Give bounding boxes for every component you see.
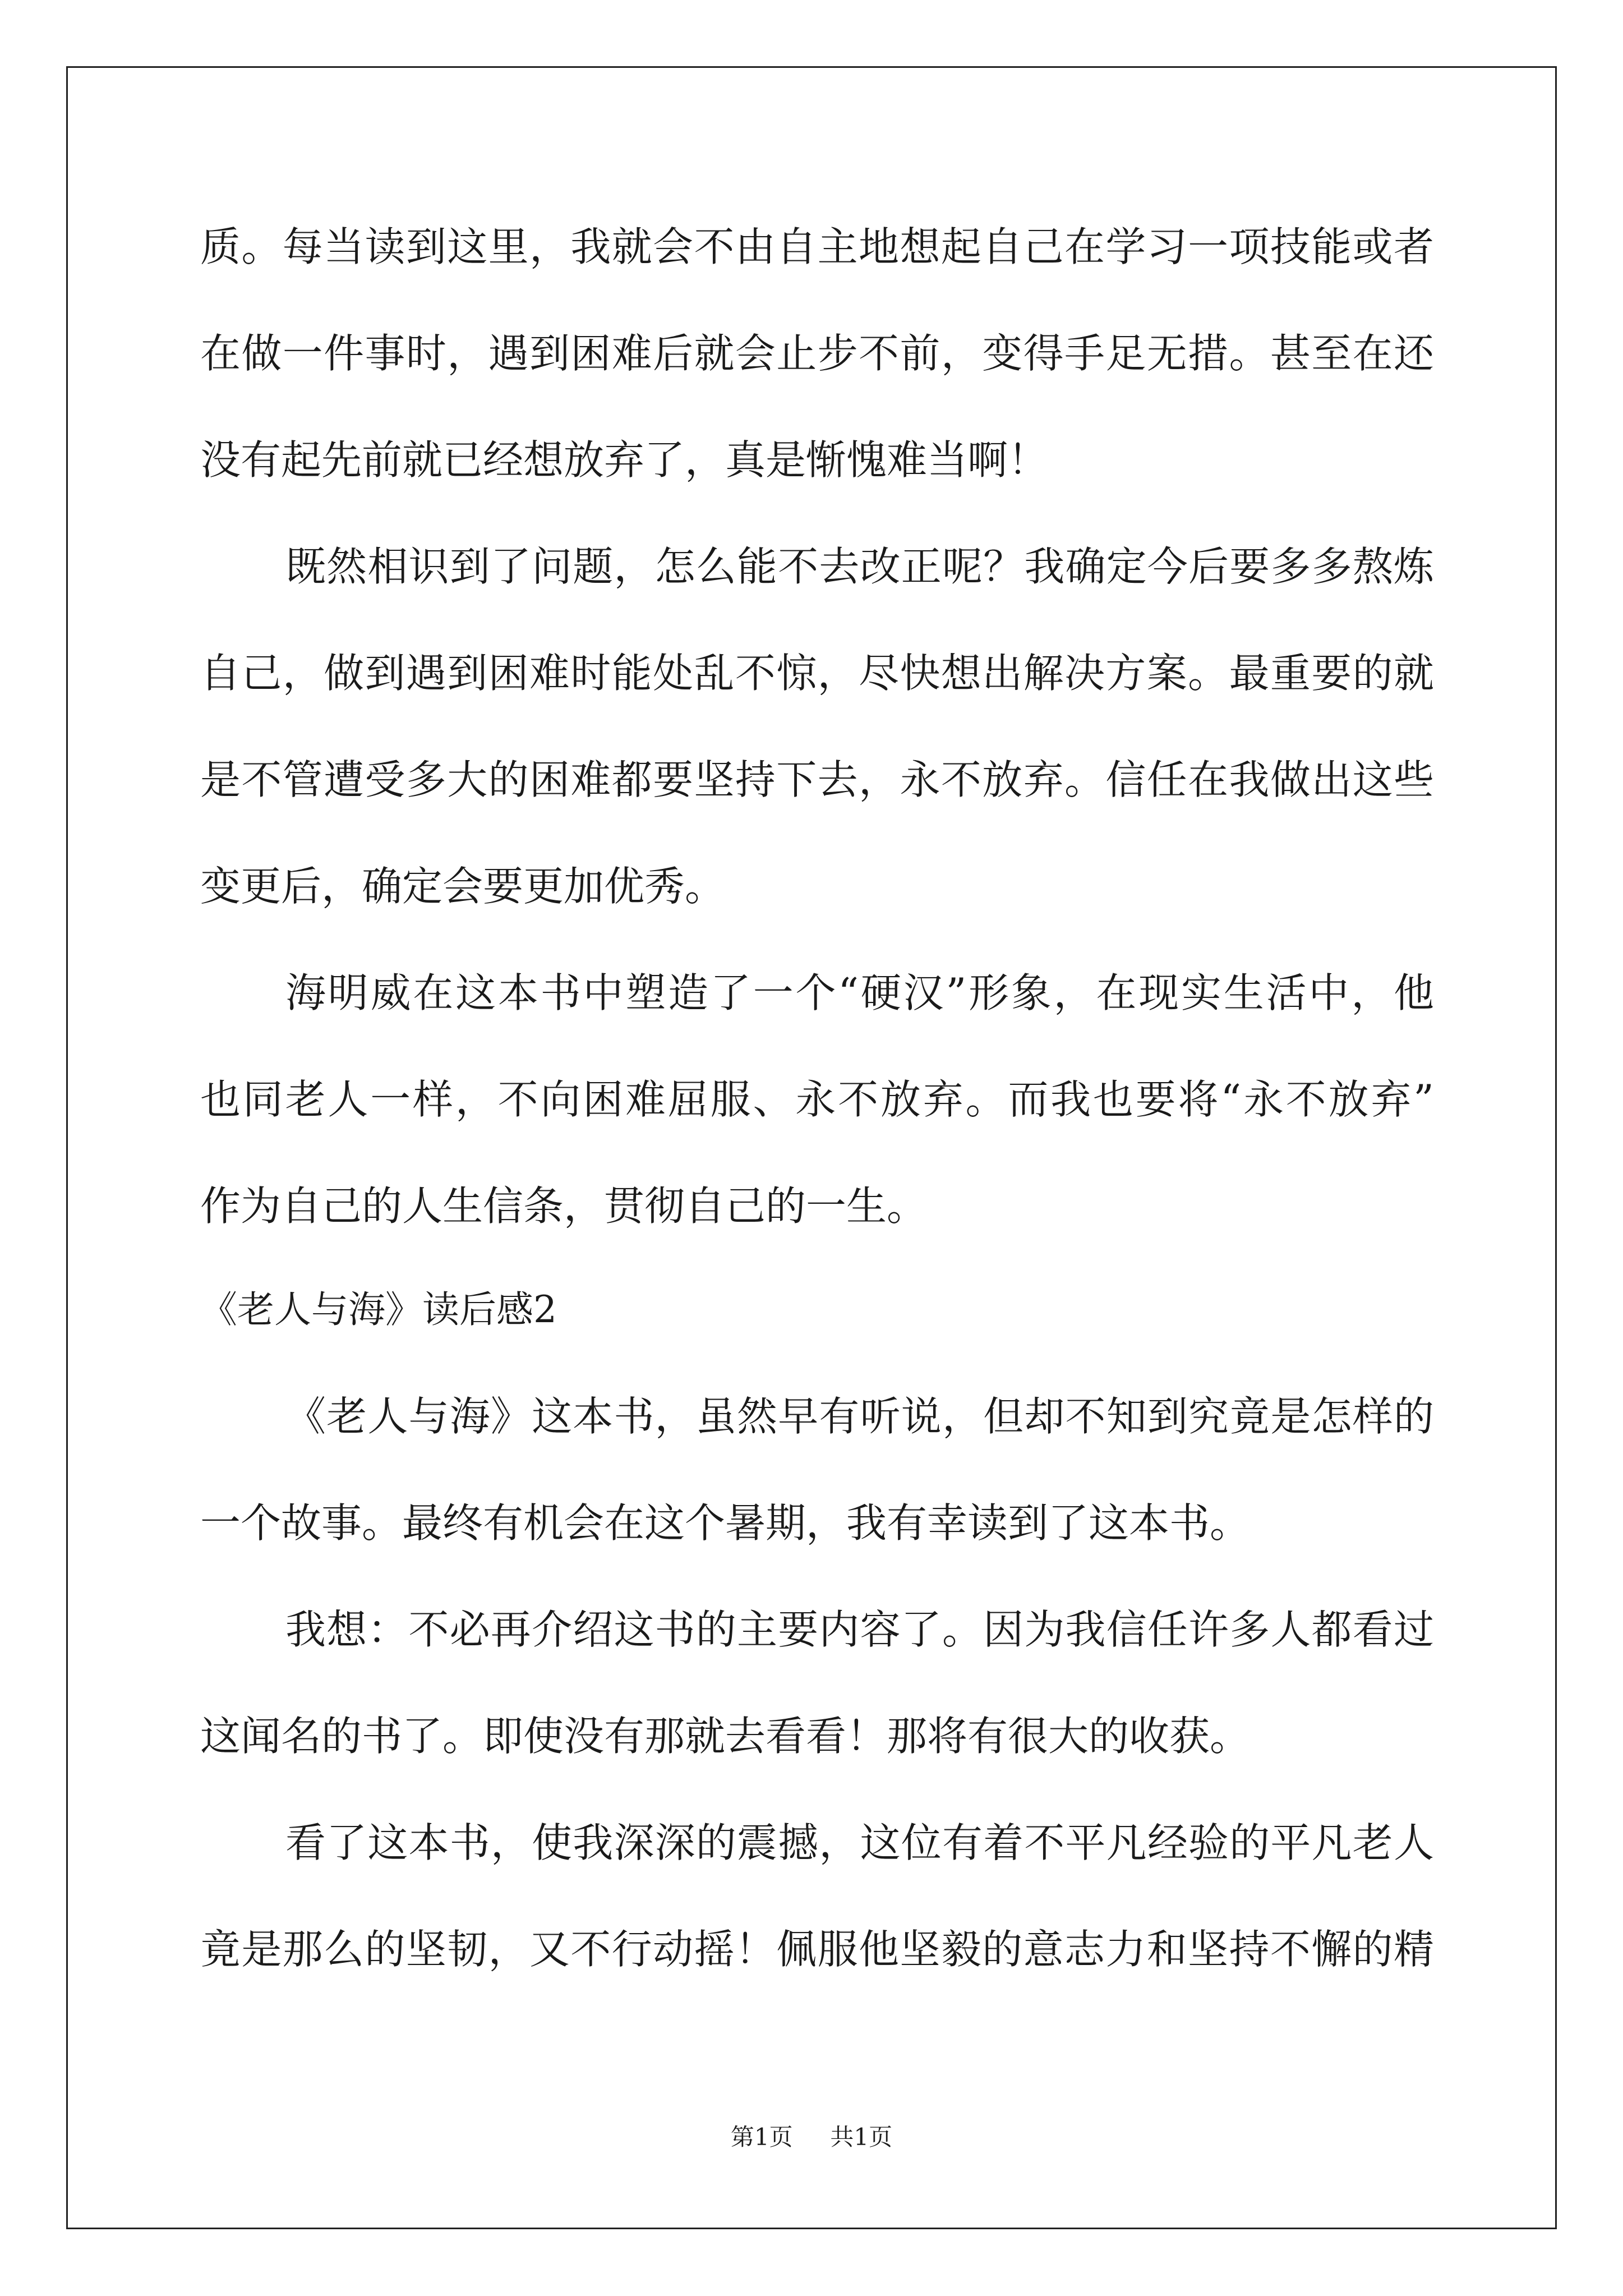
body-line: 是不管遭受多大的困难都要坚持下去，永不放弃。信任在我做出这些 — [200, 756, 1434, 803]
body-line: 一个故事。最终有机会在这个暑期，我有幸读到了这本书。 — [200, 1499, 1251, 1547]
body-line: 竟是那么的坚韧，又不行动摇！佩服他坚毅的意志力和坚持不懈的精 — [200, 1926, 1434, 1973]
body-line: 变更后，确定会要更加优秀。 — [200, 863, 726, 910]
body-line: 在做一件事时，遇到困难后就会止步不前，变得手足无措。甚至在还 — [200, 330, 1434, 377]
paragraph-first-line: 看了这本书，使我深深的震撼，这位有着不平凡经验的平凡老人 — [285, 1819, 1434, 1866]
body-line: 自己，做到遇到困难时能处乱不惊，尽快想出解决方案。最重要的就 — [200, 650, 1434, 697]
body-line: 没有起先前就已经想放弃了，真是惭愧难当啊！ — [200, 436, 1049, 484]
body-line: 作为自己的人生信条，贯彻自己的一生。 — [200, 1182, 928, 1230]
paragraph-first-line: 《老人与海》这本书，虽然早有听说，但却不知到究竟是怎样的 — [285, 1393, 1434, 1440]
paragraph-first-line: 海明威在这本书中塑造了一个“硬汉”形象，在现实生活中，他 — [285, 969, 1434, 1016]
paragraph-first-line: 既然相识到了问题，怎么能不去改正呢？我确定今后要多多熬炼 — [285, 543, 1434, 590]
body-line: 这闻名的书了。即使没有那就去看看！那将有很大的收获。 — [200, 1713, 1251, 1760]
body-line: 也同老人一样，不向困难屈服、永不放弃。而我也要将“永不放弃” — [200, 1076, 1434, 1123]
page-number: 第1页 — [730, 2123, 793, 2151]
page-footer — [0, 2120, 1623, 2154]
page-border — [66, 66, 1557, 2229]
body-line: 质。每当读到这里，我就会不由自主地想起自己在学习一项技能或者 — [200, 223, 1434, 270]
paragraph-first-line: 我想：不必再介绍这书的主要内容了。因为我信任许多人都看过 — [285, 1606, 1434, 1653]
section-heading: 《老人与海》读后感2 — [200, 1288, 557, 1331]
page-total: 共1页 — [830, 2123, 893, 2151]
